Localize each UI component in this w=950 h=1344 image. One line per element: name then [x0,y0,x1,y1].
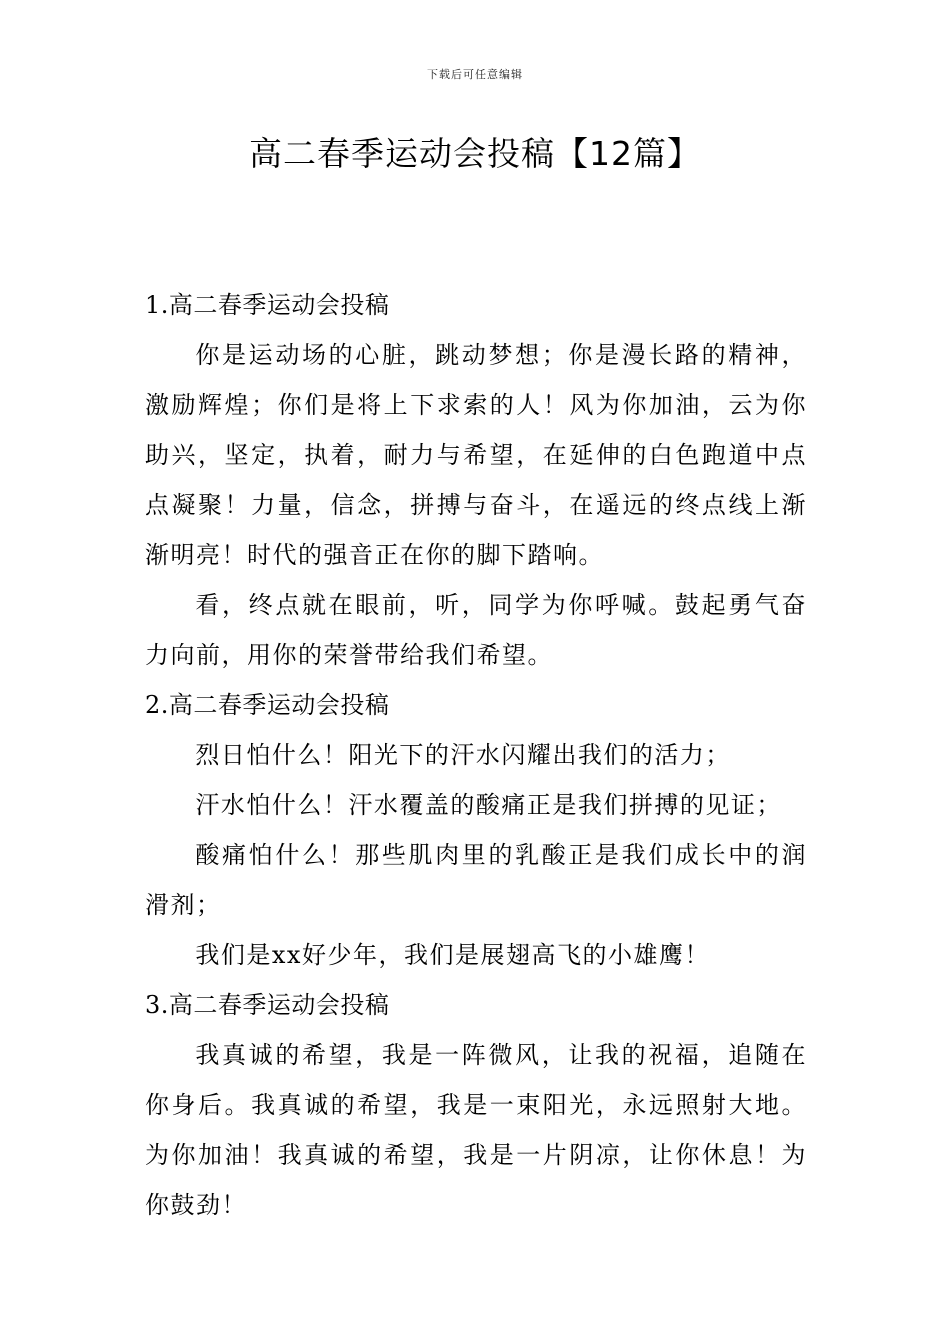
section-heading: 2.高二春季运动会投稿 [145,691,390,719]
section-1 [145,280,807,680]
document-body [145,280,807,1230]
paragraph: 你是运动场的心脏，跳动梦想；你是漫长路的精神，激励辉煌；你们是将上下求索的人！风为你加油，云为你助兴，坚定，执着，耐力与希望，在延伸的白色跑道中点点凝聚！力量，信念，拼搏与奋斗，在遥远的终点线上渐渐明亮！时代的强音正在你的脚下踏响。 [145,341,807,569]
section-3 [145,980,807,1230]
paragraph: 看，终点就在眼前，听，同学为你呼喊。鼓起勇气奋力向前，用你的荣誉带给我们希望。 [145,591,807,669]
header-note: 下载后可任意编辑 [427,68,523,81]
paragraph: 烈日怕什么！阳光下的汗水闪耀出我们的活力； [195,741,731,769]
paragraph: 我真诚的希望，我是一阵微风，让我的祝福，追随在你身后。我真诚的希望，我是一束阳光，永远照射大地。为你加油！我真诚的希望，我是一片阴凉，让你休息！为你鼓劲！ [145,1041,807,1219]
paragraph: 酸痛怕什么！那些肌肉里的乳酸正是我们成长中的润滑剂； [145,841,807,919]
section-heading: 1.高二春季运动会投稿 [145,291,390,319]
section-2 [145,680,807,980]
paragraph: 我们是xx好少年，我们是展翅高飞的小雄鹰！ [195,941,710,969]
section-heading: 3.高二春季运动会投稿 [145,991,390,1019]
paragraph: 汗水怕什么！汗水覆盖的酸痛正是我们拼搏的见证； [195,791,782,819]
document-title: 高二春季运动会投稿【12篇】 [249,134,701,173]
